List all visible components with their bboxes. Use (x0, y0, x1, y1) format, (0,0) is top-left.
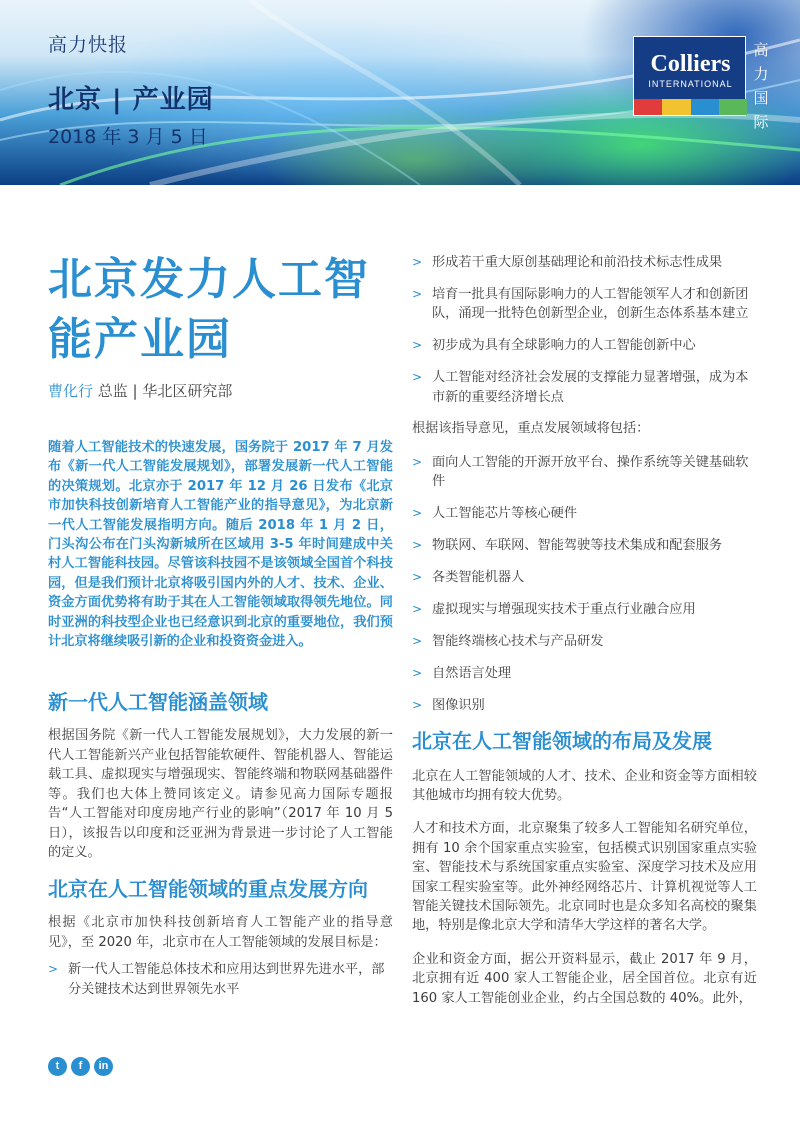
logo-stripe (719, 99, 747, 115)
goals-list-left (48, 960, 393, 999)
list-item-text: 面向人工智能的开源开放平台、操作系统等关键基础软件 (432, 454, 749, 490)
list-item (412, 453, 757, 492)
article-title-line: 能产业园 (48, 314, 232, 365)
logo-cn-char: 际 (753, 113, 769, 131)
region-title: 北京 | 产业园 (48, 85, 214, 115)
bullet-marker-icon: > (412, 601, 423, 616)
list-item-text: 形成若干重大原创基础理论和前沿技术标志性成果 (432, 255, 723, 270)
bullet-marker-icon: > (412, 454, 423, 469)
section-body: 根据《北京市加快科技创新培育人工智能产业的指导意见》，至 2020 年，北京市在人工智能领域的发展目标是： (48, 915, 393, 950)
social-links (48, 1057, 113, 1076)
author-name: 曹化行 (48, 382, 94, 400)
bullet-marker-icon: > (412, 697, 423, 712)
focus-intro: 根据该指导意见，重点发展领域将包括： (412, 421, 650, 437)
section-heading: 新一代人工智能涵盖领域 (48, 690, 268, 715)
section-heading: 北京在人工智能领域的布局及发展 (412, 728, 712, 753)
author-byline (48, 380, 393, 401)
right-column (412, 253, 757, 1022)
logo-cn-char: 国 (753, 89, 769, 107)
list-item (412, 336, 757, 355)
bullet-marker-icon: > (412, 665, 423, 680)
logo-cn-char: 高 (753, 41, 769, 59)
list-item (412, 568, 757, 587)
left-column (48, 250, 393, 1011)
facebook-icon[interactable]: f (71, 1057, 90, 1076)
logo-subtitle: INTERNATIONAL (648, 79, 733, 89)
section-paragraph: 人才和技术方面，北京聚集了较多人工智能知名研究单位，拥有 10 余个国家重点实验室，包括模式识别国家重点实验室、智能技术与系统国家重点实验室、深度学习技术及应用国家工程实验室等。此外神经网络芯片、计算机视觉等人工智能关键技术国际领先。北京同时也是众多知名高校的聚集地，特别是像北京大学和清华大学这样的著名大学。 (412, 821, 757, 934)
bullet-marker-icon: > (48, 962, 59, 977)
list-item (412, 664, 757, 683)
list-item (412, 504, 757, 523)
bullet-marker-icon: > (412, 338, 423, 353)
list-item (48, 960, 393, 999)
list-item-text: 智能终端核心技术与产品研发 (432, 633, 604, 649)
section-heading: 北京在人工智能领域的重点发展方向 (48, 877, 368, 902)
header-banner (0, 0, 800, 185)
bullet-marker-icon: > (412, 506, 423, 521)
goals-list-right (412, 253, 757, 407)
section-body: 根据国务院《新一代人工智能发展规划》，大力发展的新一代人工智能新兴产业包括智能软硬件、智能机器人、智能运载工具、虚拟现实与增强现实、智能终端和物联网基础器件等。我们也大体上赞同该定义。请参见高力国际专题报告“人工智能对印度房地产行业的影响”（2017 年 10 月 5 日），该报告以印度和泛亚洲为背景进一步讨论了人工智能的定义。 (48, 728, 393, 860)
logo-chinese-name (751, 38, 771, 134)
article-title-line: 北京发力人工智 (48, 254, 370, 305)
twitter-icon[interactable]: t (48, 1057, 67, 1076)
list-item-text: 虚拟现实与增强现实技术于重点行业融合应用 (432, 601, 696, 617)
publication-label: 高力快报 (48, 34, 129, 56)
list-item (412, 253, 757, 272)
linkedin-icon[interactable]: in (94, 1057, 113, 1076)
list-item-text: 物联网、车联网、智能驾驶等技术集成和配套服务 (432, 538, 723, 554)
publication-date: 2018 年 3 月 5 日 (48, 126, 208, 148)
list-item-text: 自然语言处理 (432, 665, 512, 681)
list-item (412, 696, 757, 715)
author-role: 总监 | 华北区研究部 (93, 382, 233, 400)
list-item (412, 536, 757, 555)
list-item (412, 632, 757, 651)
list-item-text: 各类智能机器人 (432, 569, 525, 585)
section-paragraph: 北京在人工智能领域的人才、技术、企业和资金等方面相较其他城市均拥有较大优势。 (412, 768, 757, 803)
logo-color-stripes (634, 99, 747, 115)
article-title (48, 250, 393, 370)
list-item-text: 新一代人工智能总体技术和应用达到世界先进水平，部分关键技术达到世界领先水平 (68, 962, 385, 997)
bullet-marker-icon: > (412, 538, 423, 553)
bullet-marker-icon: > (412, 255, 423, 269)
logo-box (633, 36, 746, 116)
list-item (412, 285, 757, 324)
bullet-marker-icon: > (412, 569, 423, 584)
colliers-logo (633, 36, 773, 131)
list-item (412, 368, 757, 407)
section-paragraph: 企业和资金方面，据公开资料显示，截止 2017 年 9 月，北京拥有近 400 家人工智能企业，居全国首位。北京有近 160 家人工智能创业企业，约占全国总数的 40%。此外， (412, 951, 757, 1006)
list-item-text: 人工智能对经济社会发展的支撑能力显著增强，成为本市新的重要经济增长点 (432, 370, 749, 405)
logo-stripe (634, 99, 662, 115)
list-item-text: 图像识别 (432, 697, 485, 713)
logo-stripe (662, 99, 690, 115)
bullet-marker-icon: > (412, 633, 423, 648)
list-item-text: 培育一批具有国际影响力的人工智能领军人才和创新团队，涌现一批特色创新型企业，创新生态体系基本建立 (432, 286, 749, 322)
logo-stripe (691, 99, 719, 115)
intro-paragraph: 随着人工智能技术的快速发展，国务院于 2017 年 7 月发布《新一代人工智能发展规划》，部署发展新一代人工智能的决策规划。北京亦于 2017 年 12 月 26 日发布《北京市加快科技创新培育人工智能产业的指导意见》，为北京新一代人工智能发展指明方向。随后 2018 年 1 月 2 日，门头沟公布在门头沟新城所在区域用 3-5 年时间建成中关村人工智能科技园。尽管该科技园不是该领域全国首个科技园，但是我们预计北京将吸引国内外的人才、技术、企业、资金方面优势将有助于其在人工智能领域取得领先地位。同时亚洲的科技型企业也已经意识到北京的重要地位，我们预计北京将继续吸引新的企业和投资资金进入。 (48, 440, 393, 650)
list-item-text: 人工智能芯片等核心硬件 (432, 506, 578, 522)
list-item (412, 600, 757, 619)
bullet-marker-icon: > (412, 286, 423, 301)
logo-name: Colliers (650, 51, 731, 77)
list-item-text: 初步成为具有全球影响力的人工智能创新中心 (432, 338, 696, 354)
bullet-marker-icon: > (412, 370, 423, 385)
logo-cn-char: 力 (753, 65, 769, 83)
focus-areas-list (412, 453, 757, 715)
